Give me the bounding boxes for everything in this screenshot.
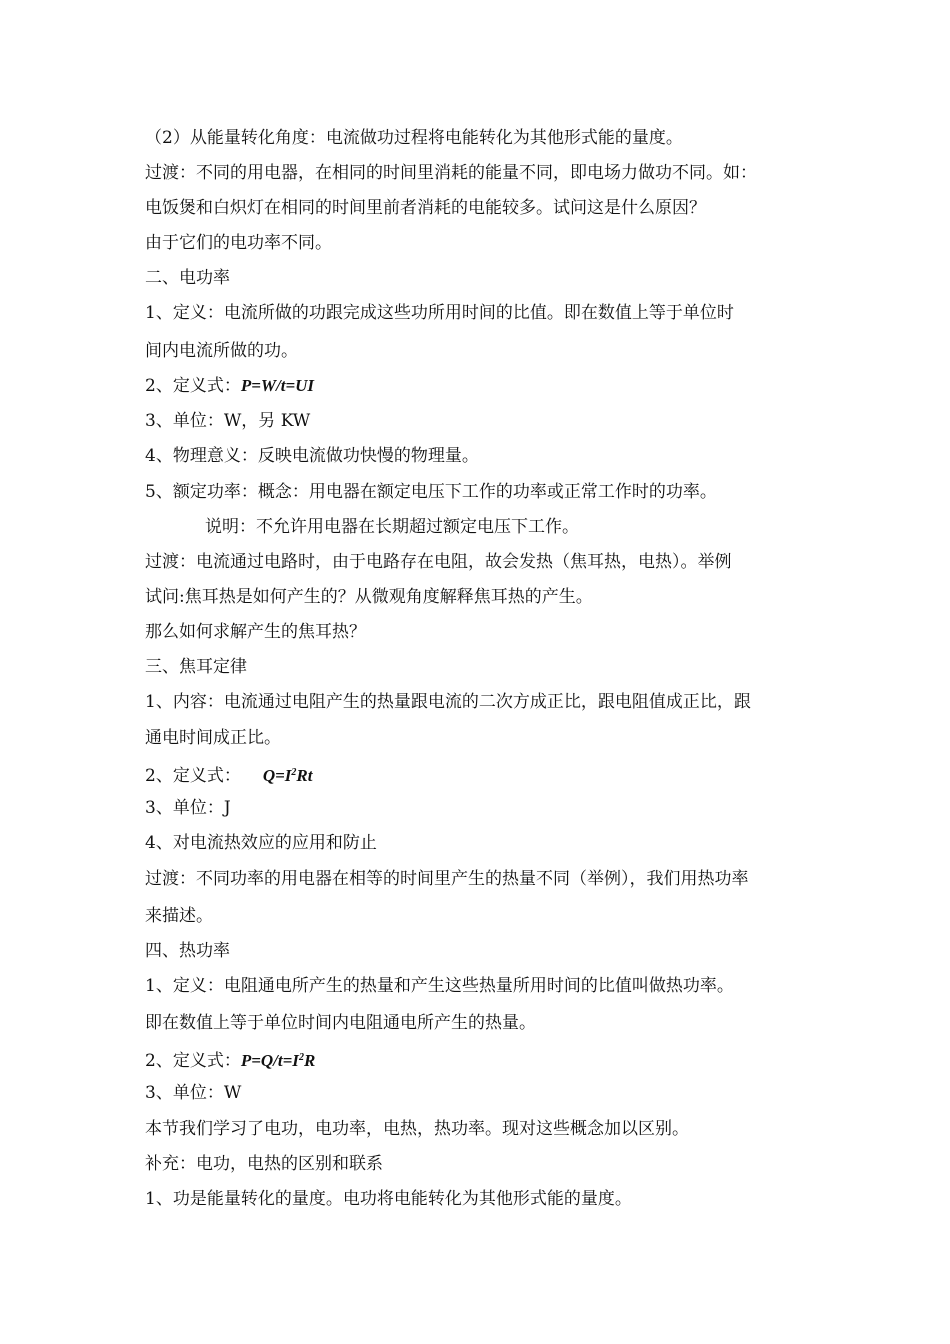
text-line: 1、功是能量转化的量度。电功将电能转化为其他形式能的量度。 [145, 1189, 632, 1209]
text-line: 试问:焦耳热是如何产生的？从微观角度解释焦耳热的产生。 [145, 587, 593, 607]
section-heading: 二、电功率 [145, 268, 230, 288]
formula-label: 2、定义式： [145, 376, 241, 396]
text-line: 4、物理意义：反映电流做功快慢的物理量。 [145, 446, 479, 466]
section-heading: 四、热功率 [145, 941, 230, 961]
text-line: 本节我们学习了电功，电功率，电热，热功率。现对这些概念加以区别。 [145, 1119, 689, 1139]
text-line: （2）从能量转化角度：电流做功过程将电能转化为其他形式能的量度。 [145, 128, 683, 148]
text-line: 那么如何求解产生的焦耳热？ [145, 622, 366, 642]
text-line: 3、单位：W [145, 1083, 242, 1103]
text-line: 通电时间成正比。 [145, 728, 281, 748]
formula-power: P=W/t=UI [240, 376, 315, 395]
text-line: 3、单位：W，另 KW [145, 411, 311, 431]
formula-joule: $Q=I^2Rt$ [262, 766, 313, 785]
text-line: 1、定义：电阻通电所产生的热量和产生这些热量所用时间的比值叫做热功率。 [145, 976, 734, 996]
text-line: 4、对电流热效应的应用和防止 [145, 833, 377, 853]
text-line: 1、定义：电流所做的功跟完成这些功所用时间的比值。即在数值上等于单位时 [145, 303, 734, 323]
text-line: 5、额定功率：概念：用电器在额定电压下工作的功率或正常工作时的功率。 [145, 482, 717, 502]
text-line: 说明：不允许用电器在长期超过额定电压下工作。 [205, 517, 579, 537]
text-line: 间内电流所做的功。 [145, 341, 298, 361]
section-heading: 三、焦耳定律 [145, 657, 247, 677]
text-line: 即在数值上等于单位时间内电阻通电所产生的热量。 [145, 1013, 536, 1033]
text-line: 电饭煲和白炽灯在相同的时间里前者消耗的电能较多。试问这是什么原因？ [145, 198, 706, 218]
text-line: 过渡：不同功率的用电器在相等的时间里产生的热量不同（举例），我们用热功率 [145, 869, 749, 889]
formula-label: 2、定义式： [145, 766, 241, 786]
formula-line [145, 375, 830, 397]
text-line: 1、内容：电流通过电阻产生的热量跟电流的二次方成正比，跟电阻值成正比，跟 [145, 692, 751, 712]
formula-heat-power: $P=Q/t=I^2R$ [240, 1051, 316, 1070]
text-line: 过渡：电流通过电路时，由于电路存在电阻，故会发热（焦耳热，电热）。举例 [145, 552, 732, 572]
text-line: 由于它们的电功率不同。 [145, 233, 332, 253]
text-line: 3、单位：J [145, 798, 231, 818]
formula-line [145, 1047, 830, 1072]
text-line: 过渡：不同的用电器，在相同的时间里消耗的能量不同，即电场力做功不同。如： [145, 163, 757, 183]
text-line: 补充：电功，电热的区别和联系 [145, 1154, 383, 1174]
formula-label: 2、定义式： [145, 1051, 241, 1071]
text-line: 来描述。 [145, 906, 213, 926]
formula-line [145, 762, 830, 787]
